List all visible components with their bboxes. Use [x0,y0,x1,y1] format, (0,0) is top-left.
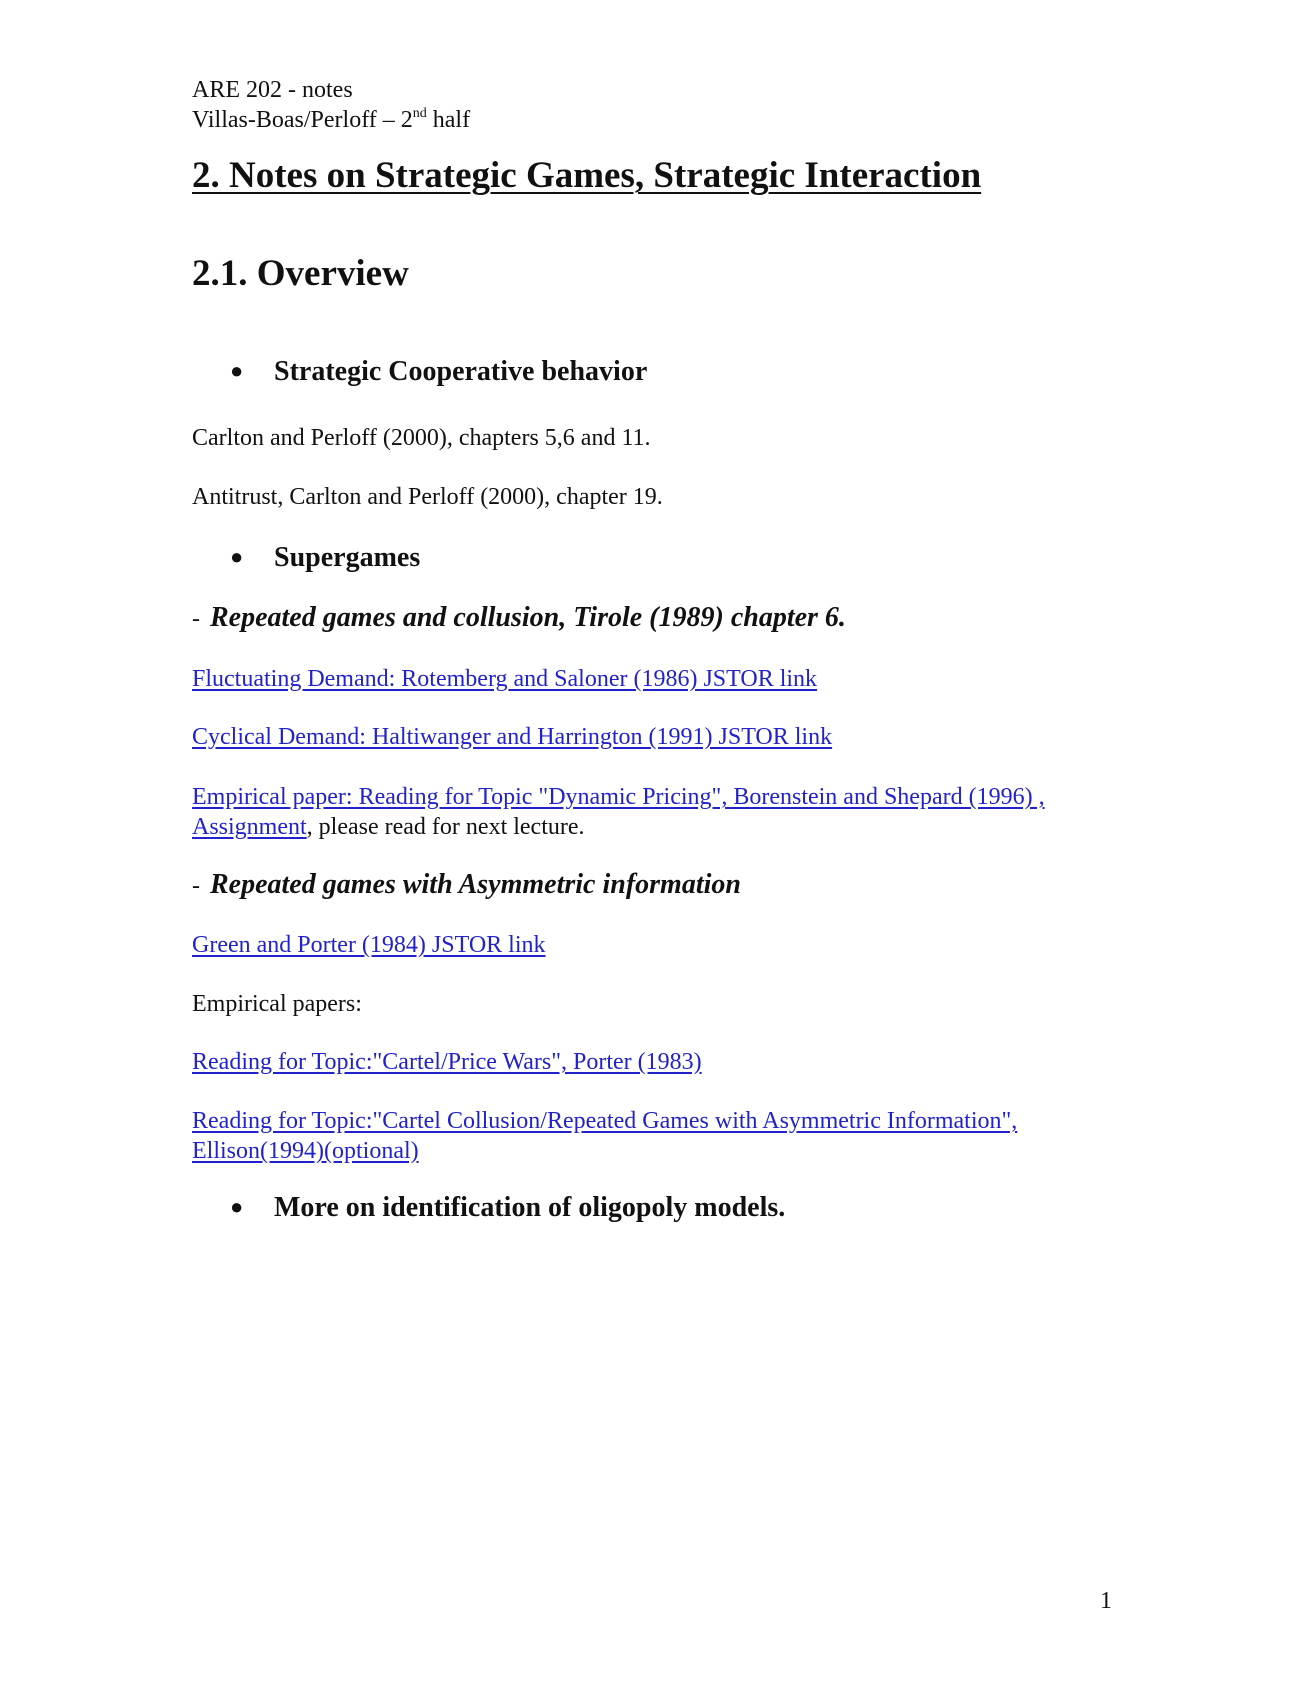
subheading-text: Repeated games and collusion, Tirole (1989) chapter 6. [210,602,846,633]
bullet-label: Supergames [274,542,421,573]
bullet-icon: ● [230,358,244,383]
bullet-oligopoly-models [230,1192,785,1224]
link-fluctuating-demand[interactable] [192,666,817,693]
author-header [192,106,470,134]
reference-carlton-perloff: Carlton and Perloff (2000), chapters 5,6 and 11. [192,425,651,451]
link-text[interactable]: Green and Porter (1984) JSTOR link [192,932,546,958]
bullet-strategic-cooperative [230,356,647,388]
link-green-porter[interactable] [192,932,546,959]
assignment-note: , please read for next lecture. [306,814,585,840]
ordinal-superscript: nd [412,106,427,121]
bullet-label: Strategic Cooperative behavior [274,356,648,387]
link-assignment[interactable]: Assignment [192,814,307,840]
dash-marker: - [192,606,200,632]
link-cartel-price-wars[interactable] [192,1049,702,1076]
bullet-supergames [230,542,420,574]
link-text[interactable]: Ellison(1994)(optional) [192,1138,419,1164]
bullet-icon: ● [230,1194,244,1219]
subheading-asymmetric-info [192,869,741,901]
author-header-text: Villas-Boas/Perloff – 2 [192,107,413,133]
bullet-label: More on identification of oligopoly models. [274,1192,786,1223]
dash-marker: - [192,873,200,899]
link-text[interactable]: Fluctuating Demand: Rotemberg and Saloner (1986) JSTOR link [192,666,818,692]
link-cartel-collusion[interactable] [192,1108,1017,1135]
assignment-line [192,814,585,841]
link-ellison[interactable] [192,1138,419,1165]
link-empirical-dynamic-pricing[interactable] [192,784,1045,811]
course-header: ARE 202 - notes [192,77,353,103]
link-text[interactable]: Empirical paper: Reading for Topic "Dynamic Pricing", Borenstein and Shepard (1996) , [192,784,1045,810]
subheading-text: Repeated games with Asymmetric information [210,869,741,900]
link-text[interactable]: Reading for Topic:"Cartel/Price Wars", Porter (1983) [192,1049,702,1075]
document-title: 2. Notes on Strategic Games, Strategic Interaction [192,155,982,196]
link-text[interactable]: Cyclical Demand: Haltiwanger and Harrington (1991) JSTOR link [192,724,833,750]
empirical-papers-label: Empirical papers: [192,991,362,1017]
link-text[interactable]: Reading for Topic:"Cartel Collusion/Repeated Games with Asymmetric Information", [192,1108,1018,1134]
link-cyclical-demand[interactable] [192,724,832,751]
page-number: 1 [1100,1588,1112,1614]
author-header-suffix: half [426,107,471,133]
bullet-icon: ● [230,544,244,569]
subheading-repeated-games-collusion [192,602,846,634]
section-heading: 2.1. Overview [192,253,409,294]
reference-antitrust: Antitrust, Carlton and Perloff (2000), chapter 19. [192,484,663,510]
